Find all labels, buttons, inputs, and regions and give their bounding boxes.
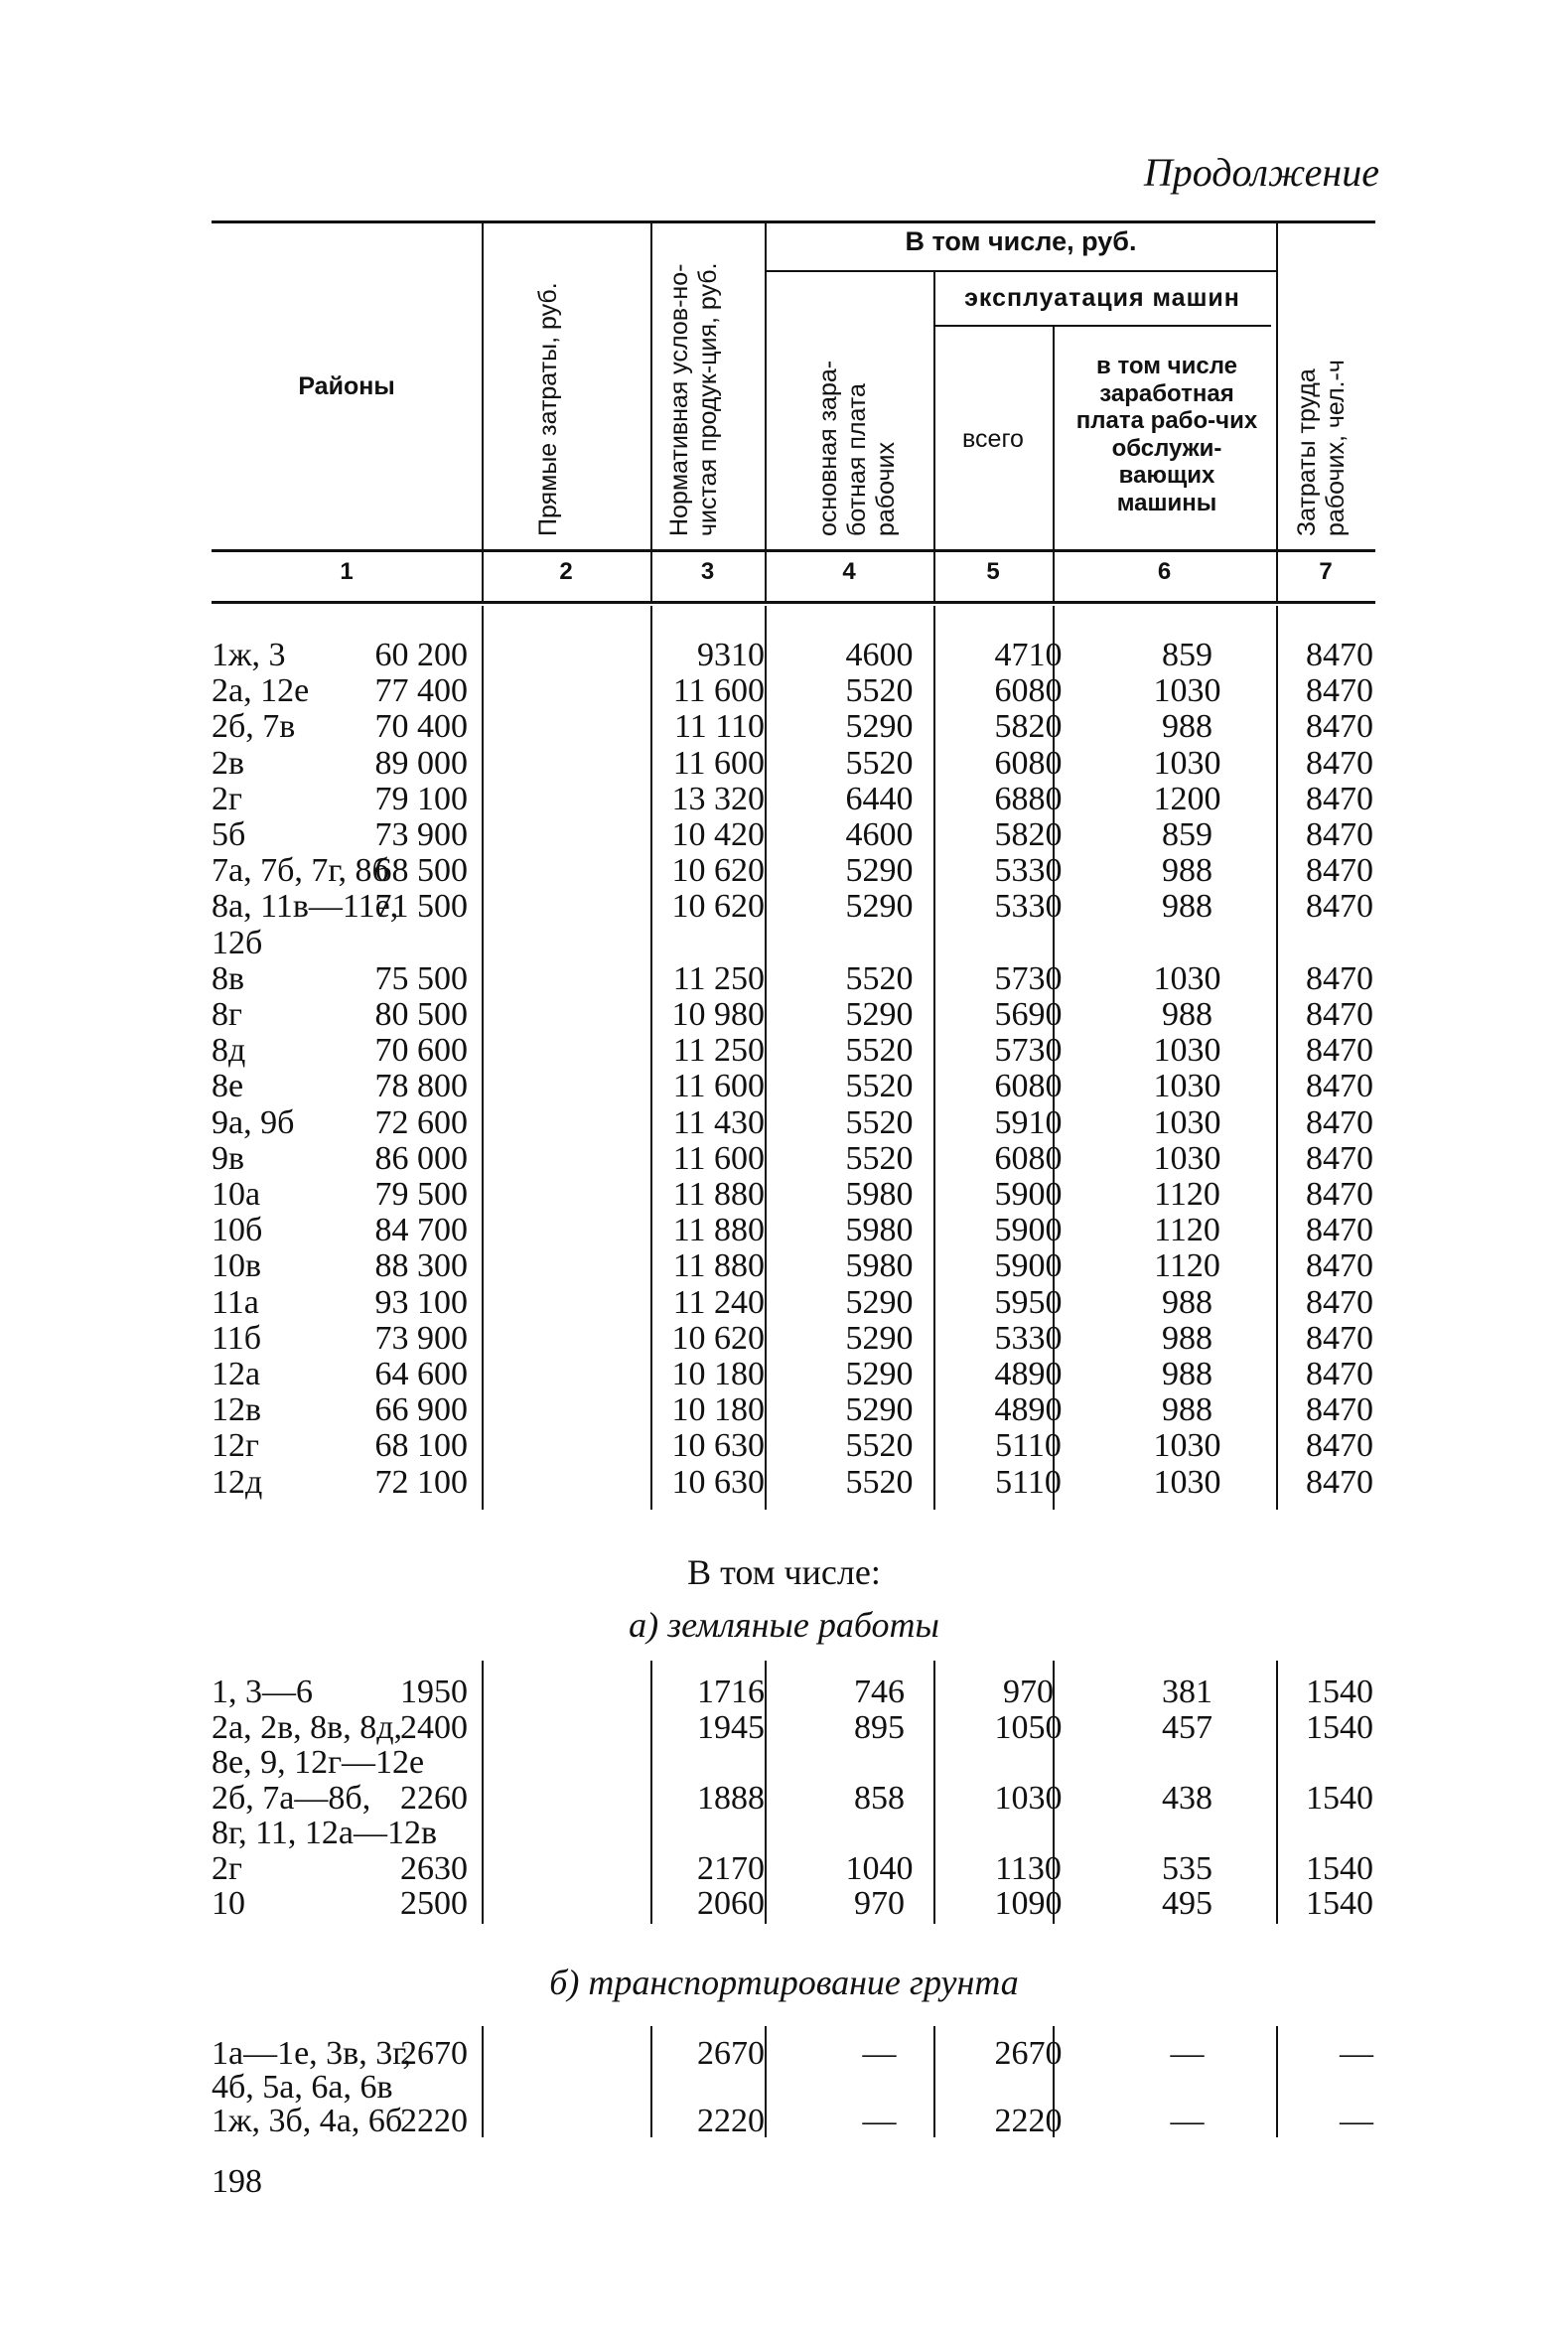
main-cell-col5: 5330 (994, 1319, 1063, 1357)
colnum-bottom-rule (212, 601, 1375, 604)
earthwork-cell-col5: 1030 (994, 1779, 1063, 1817)
main-cell-col5: 6080 (994, 1068, 1063, 1105)
main-cell-col5: 5730 (994, 959, 1063, 997)
earthwork-row (212, 1745, 1375, 1781)
main-cell-col1: 12г (212, 1427, 259, 1465)
main-cell-col4: 5290 (845, 1283, 914, 1321)
earthwork-cell-col7: 1540 (1306, 1708, 1373, 1746)
main-cell-col3: 11 250 (672, 959, 765, 997)
main-row (212, 1141, 1375, 1177)
earthwork-cell-col7: 1540 (1306, 1779, 1373, 1817)
main-cell-col2: 88 300 (374, 1247, 468, 1285)
earthwork-cell-col3: 1888 (697, 1779, 765, 1817)
main-cell-col1: 10а (212, 1176, 261, 1213)
col-number-5: 5 (986, 558, 1000, 585)
main-cell-col5: 5690 (994, 996, 1063, 1033)
main-row (212, 1033, 1375, 1069)
main-cell-col6: 859 (1162, 637, 1212, 673)
section-b-title: б) транспортирование грунта (549, 1963, 1019, 2002)
main-cell-col3: 10 630 (671, 1427, 765, 1465)
main-cell-col4: 5520 (845, 1032, 914, 1070)
main-cell-col4: 5290 (845, 1391, 914, 1429)
header-normative-net: Нормативная услов-но-чистая продук-ция, руб. (665, 262, 722, 536)
transport-cell-col3: 2670 (697, 2035, 765, 2072)
main-row (212, 1248, 1375, 1284)
main-cell-col7: 8470 (1306, 1139, 1373, 1177)
main-cell-col6: 988 (1162, 888, 1212, 926)
main-cell-col7: 8470 (1306, 1176, 1373, 1213)
main-cell-col6: 1030 (1153, 1463, 1221, 1501)
main-cell-col2: 66 900 (374, 1391, 468, 1429)
main-cell-col2: 84 700 (374, 1212, 468, 1249)
main-row (212, 853, 1375, 889)
main-cell-col5: 6080 (994, 1139, 1063, 1177)
earthwork-cell-col3: 1945 (697, 1708, 765, 1746)
col-number-1: 1 (340, 558, 354, 585)
earthwork-cell-col4: 1040 (845, 1849, 914, 1887)
main-cell-col1: 8г (212, 996, 242, 1033)
earthwork-cell-col7: 1540 (1306, 1674, 1373, 1710)
header-machine-operation: эксплуатация машин (964, 284, 1240, 312)
main-cell-col5: 5730 (994, 1032, 1063, 1070)
main-cell-col3: 11 250 (672, 1032, 765, 1070)
main-cell-col5: 5900 (994, 1247, 1063, 1285)
earthwork-cell-col4: 746 (854, 1674, 905, 1710)
main-cell-col6: 1120 (1154, 1212, 1220, 1249)
main-cell-col6: 1030 (1153, 1068, 1221, 1105)
earthwork-cell-col6: 381 (1162, 1674, 1212, 1710)
transport-cell-col5: 2220 (994, 2103, 1063, 2139)
main-cell-col5: 5110 (995, 1463, 1062, 1501)
main-cell-col4: 5980 (845, 1212, 914, 1249)
main-cell-col2: 73 900 (374, 1319, 468, 1357)
main-cell-col5: 5820 (994, 708, 1063, 746)
main-row (212, 1321, 1375, 1357)
col-number-4: 4 (842, 558, 856, 585)
main-cell-col1: 8в (212, 959, 245, 997)
main-cell-col7: 8470 (1306, 1391, 1373, 1429)
main-cell-col1: 8а, 11в—11е, (212, 888, 399, 926)
earthwork-cell-col5: 1050 (994, 1708, 1063, 1746)
earthwork-cell-col3: 2060 (697, 1885, 765, 1922)
main-cell-col2: 79 100 (374, 780, 468, 817)
earthwork-cell-col2: 1950 (400, 1674, 468, 1710)
main-row (212, 889, 1375, 925)
header-regions: Районы (298, 372, 395, 400)
main-cell-col6: 1030 (1153, 672, 1221, 710)
transport-cell-col2: 2670 (400, 2035, 468, 2072)
main-cell-col1: 8е (212, 1068, 244, 1105)
main-cell-col4: 5980 (845, 1247, 914, 1285)
earthwork-cell-col1: 8е, 9, 12г—12е (212, 1744, 425, 1781)
main-row (212, 1105, 1375, 1141)
main-row (212, 673, 1375, 709)
main-cell-col4: 5520 (845, 1103, 914, 1141)
main-cell-col7: 8470 (1306, 888, 1373, 926)
earthwork-row (212, 1886, 1375, 1922)
main-cell-col4: 4600 (845, 816, 914, 853)
main-cell-col3: 10 630 (671, 1463, 765, 1501)
main-cell-col1: 8д (212, 1032, 246, 1070)
main-cell-col2: 71 500 (374, 888, 468, 926)
main-cell-col2: 80 500 (374, 996, 468, 1033)
earthwork-cell-col4: 858 (854, 1779, 905, 1817)
earthwork-row (212, 1675, 1375, 1710)
transport-cell-col1: 1а—1е, 3в, 3г, (212, 2035, 411, 2072)
col-number-3: 3 (700, 558, 715, 585)
main-cell-col6: 988 (1162, 996, 1212, 1033)
main-cell-col3: 9310 (697, 637, 765, 673)
earthwork-cell-col5: 970 (1003, 1674, 1054, 1710)
main-cell-col1: 12б (212, 924, 263, 961)
main-cell-col5: 4890 (994, 1356, 1063, 1392)
main-cell-col2: 77 400 (374, 672, 468, 710)
transport-cell-col1: 1ж, 3б, 4а, 6б (212, 2103, 403, 2139)
main-cell-col6: 988 (1162, 708, 1212, 746)
earthwork-cell-col6: 535 (1162, 1849, 1212, 1887)
main-cell-col3: 11 880 (672, 1212, 765, 1249)
main-cell-col5: 6880 (994, 780, 1063, 817)
main-cell-col7: 8470 (1306, 672, 1373, 710)
transport-row (212, 2036, 1375, 2072)
earthwork-cell-col7: 1540 (1306, 1885, 1373, 1922)
main-cell-col5: 5110 (995, 1427, 1062, 1465)
main-cell-col7: 8470 (1306, 959, 1373, 997)
main-cell-col4: 5520 (845, 1463, 914, 1501)
earthwork-cell-col3: 1716 (697, 1674, 765, 1710)
main-cell-col6: 1030 (1153, 1427, 1221, 1465)
transport-row (212, 2104, 1375, 2139)
col-number-7: 7 (1319, 558, 1333, 585)
main-cell-col2: 86 000 (374, 1139, 468, 1177)
main-row (212, 1285, 1375, 1321)
main-cell-col1: 12а (212, 1356, 261, 1392)
main-cell-col4: 5520 (845, 1139, 914, 1177)
main-cell-col4: 5520 (845, 1068, 914, 1105)
main-cell-col7: 8470 (1306, 744, 1373, 782)
main-cell-col7: 8470 (1306, 996, 1373, 1033)
main-cell-col1: 2в (212, 744, 245, 782)
earthwork-row (212, 1851, 1375, 1887)
transport-cell-col4: — (862, 2103, 897, 2139)
main-cell-col3: 11 880 (672, 1176, 765, 1213)
main-cell-col6: 988 (1162, 1391, 1212, 1429)
main-cell-col3: 11 600 (672, 1139, 765, 1177)
header-basic-wage: основная зара-ботная плата рабочих (814, 360, 900, 536)
incl-heading: В том числе: (687, 1552, 881, 1592)
header-labor: Затраты труда рабочих, чел.-ч (1293, 360, 1350, 536)
main-cell-col5: 4890 (994, 1391, 1063, 1429)
main-cell-col2: 72 100 (374, 1463, 468, 1501)
main-cell-col4: 6440 (845, 780, 914, 817)
transport-cell-col1: 4б, 5а, 6а, 6в (212, 2069, 393, 2106)
main-cell-col3: 11 240 (672, 1283, 765, 1321)
main-row (212, 1392, 1375, 1428)
main-cell-col6: 988 (1162, 1356, 1212, 1392)
main-cell-col3: 11 880 (672, 1247, 765, 1285)
main-cell-col5: 5950 (994, 1283, 1063, 1321)
earthwork-cell-col4: 895 (854, 1708, 905, 1746)
main-cell-col3: 10 620 (671, 1319, 765, 1357)
main-cell-col7: 8470 (1306, 816, 1373, 853)
main-cell-col2: 89 000 (374, 744, 468, 782)
main-cell-col3: 10 620 (671, 852, 765, 890)
main-cell-col2: 78 800 (374, 1068, 468, 1105)
main-cell-col1: 5б (212, 816, 246, 853)
main-cell-col6: 1120 (1154, 1247, 1220, 1285)
main-cell-col1: 2а, 12е (212, 672, 310, 710)
page-number: 198 (212, 2163, 262, 2200)
main-cell-col6: 1030 (1153, 959, 1221, 997)
main-cell-col3: 11 430 (672, 1103, 765, 1141)
earthwork-cell-col7: 1540 (1306, 1849, 1373, 1887)
main-row (212, 746, 1375, 782)
main-row (212, 926, 1375, 961)
main-cell-col2: 93 100 (374, 1283, 468, 1321)
main-cell-col7: 8470 (1306, 708, 1373, 746)
transport-cell-col2: 2220 (400, 2103, 468, 2139)
main-cell-col1: 12д (212, 1463, 263, 1501)
main-cell-col3: 10 180 (671, 1391, 765, 1429)
main-cell-col4: 5520 (845, 1427, 914, 1465)
main-cell-col5: 4710 (994, 637, 1063, 673)
main-cell-col4: 5290 (845, 996, 914, 1033)
main-row (212, 709, 1375, 745)
main-cell-col6: 988 (1162, 852, 1212, 890)
main-cell-col6: 988 (1162, 1283, 1212, 1321)
incl-rub-rule (765, 270, 1277, 272)
main-cell-col1: 12в (212, 1391, 262, 1429)
earthwork-cell-col2: 2630 (400, 1849, 468, 1887)
main-cell-col1: 7а, 7б, 7г, 8б (212, 852, 389, 890)
main-row (212, 817, 1375, 853)
main-cell-col1: 10б (212, 1212, 263, 1249)
main-cell-col4: 5980 (845, 1176, 914, 1213)
col-divider-1 (482, 220, 484, 601)
main-cell-col6: 1030 (1153, 1032, 1221, 1070)
main-cell-col6: 988 (1162, 1319, 1212, 1357)
main-cell-col3: 11 110 (674, 708, 765, 746)
main-row (212, 1069, 1375, 1104)
main-cell-col1: 9а, 9б (212, 1103, 295, 1141)
main-row (212, 782, 1375, 817)
main-row (212, 1465, 1375, 1501)
main-cell-col7: 8470 (1306, 1427, 1373, 1465)
earthwork-cell-col5: 1130 (995, 1849, 1062, 1887)
main-cell-col3: 11 600 (672, 744, 765, 782)
main-cell-col1: 1ж, 3 (212, 637, 286, 673)
main-cell-col7: 8470 (1306, 1103, 1373, 1141)
col-divider-6 (1276, 220, 1278, 601)
earthwork-cell-col1: 2а, 2в, 8в, 8д, (212, 1708, 402, 1746)
earthwork-cell-col1: 8г, 11, 12а—12в (212, 1815, 437, 1851)
main-cell-col4: 5290 (845, 1319, 914, 1357)
main-row (212, 961, 1375, 997)
main-cell-col4: 5520 (845, 744, 914, 782)
header-total: всего (962, 425, 1024, 453)
earthwork-cell-col4: 970 (854, 1885, 905, 1922)
main-cell-col5: 5330 (994, 852, 1063, 890)
main-cell-col2: 70 400 (374, 708, 468, 746)
main-cell-col1: 9в (212, 1139, 245, 1177)
main-cell-col2: 60 200 (374, 637, 468, 673)
main-cell-col1: 11а (212, 1283, 259, 1321)
main-cell-col1: 2б, 7в (212, 708, 296, 746)
main-cell-col7: 8470 (1306, 1283, 1373, 1321)
main-cell-col6: 1030 (1153, 744, 1221, 782)
main-cell-col6: 1120 (1154, 1176, 1220, 1213)
main-row (212, 638, 1375, 673)
main-cell-col7: 8470 (1306, 1032, 1373, 1070)
main-cell-col4: 5520 (845, 959, 914, 997)
earthwork-cell-col2: 2500 (400, 1885, 468, 1922)
section-a-title: а) земляные работы (629, 1605, 939, 1645)
earthwork-cell-col6: 495 (1162, 1885, 1212, 1922)
main-cell-col5: 6080 (994, 672, 1063, 710)
transport-row (212, 2070, 1375, 2106)
main-cell-col4: 5290 (845, 888, 914, 926)
earthwork-cell-col6: 457 (1162, 1708, 1212, 1746)
main-row (212, 1213, 1375, 1248)
main-cell-col3: 11 600 (672, 672, 765, 710)
main-cell-col2: 72 600 (374, 1103, 468, 1141)
main-cell-col4: 5520 (845, 672, 914, 710)
main-cell-col5: 5900 (994, 1176, 1063, 1213)
main-cell-col2: 68 500 (374, 852, 468, 890)
earthwork-cell-col3: 2170 (697, 1849, 765, 1887)
main-cell-col2: 75 500 (374, 959, 468, 997)
main-cell-col1: 2г (212, 780, 242, 817)
table-top-rule (212, 220, 1375, 223)
main-cell-col7: 8470 (1306, 852, 1373, 890)
earthwork-cell-col1: 1, 3—6 (212, 1674, 313, 1710)
transport-cell-col6: — (1170, 2103, 1205, 2139)
transport-cell-col6: — (1170, 2035, 1205, 2072)
col-number-2: 2 (559, 558, 573, 585)
main-row (212, 997, 1375, 1033)
main-cell-col5: 5330 (994, 888, 1063, 926)
earthwork-cell-col1: 2б, 7а—8б, (212, 1779, 371, 1817)
main-cell-col7: 8470 (1306, 780, 1373, 817)
main-cell-col3: 13 320 (671, 780, 765, 817)
main-cell-col5: 5910 (994, 1103, 1063, 1141)
main-cell-col2: 73 900 (374, 816, 468, 853)
main-cell-col4: 4600 (845, 637, 914, 673)
earthwork-cell-col2: 2400 (400, 1708, 468, 1746)
transport-cell-col3: 2220 (697, 2103, 765, 2139)
header-incl-rub: В том числе, руб. (905, 226, 1137, 256)
main-cell-col3: 11 600 (672, 1068, 765, 1105)
main-cell-col4: 5290 (845, 1356, 914, 1392)
earthwork-cell-col1: 10 (212, 1885, 245, 1922)
machine-op-rule (933, 325, 1271, 327)
earthwork-cell-col6: 438 (1162, 1779, 1212, 1817)
main-cell-col3: 10 420 (671, 816, 765, 853)
main-cell-col7: 8470 (1306, 1068, 1373, 1105)
col-number-6: 6 (1157, 558, 1172, 585)
col-divider-3 (765, 220, 767, 601)
main-cell-col2: 64 600 (374, 1356, 468, 1392)
header-bottom-rule (212, 549, 1375, 552)
main-cell-col5: 5820 (994, 816, 1063, 853)
main-cell-col3: 10 980 (671, 996, 765, 1033)
earthwork-row (212, 1710, 1375, 1746)
main-row (212, 1357, 1375, 1392)
header-incl-wage: в том числе заработная плата рабо-чих обслужи-вающих машины (1075, 353, 1258, 516)
main-cell-col7: 8470 (1306, 1319, 1373, 1357)
main-cell-col1: 11б (212, 1319, 262, 1357)
main-cell-col2: 70 600 (374, 1032, 468, 1070)
main-cell-col7: 8470 (1306, 1247, 1373, 1285)
earthwork-cell-col1: 2г (212, 1849, 242, 1887)
main-cell-col5: 6080 (994, 744, 1063, 782)
transport-cell-col7: — (1340, 2103, 1373, 2139)
main-cell-col7: 8470 (1306, 1212, 1373, 1249)
main-cell-col5: 5900 (994, 1212, 1063, 1249)
earthwork-cell-col5: 1090 (994, 1885, 1063, 1922)
earthwork-row (212, 1781, 1375, 1817)
main-cell-col6: 1030 (1153, 1103, 1221, 1141)
main-cell-col4: 5290 (845, 708, 914, 746)
earthwork-row (212, 1816, 1375, 1851)
header-direct-costs: Прямые затраты, руб. (534, 282, 562, 536)
main-cell-col6: 859 (1162, 816, 1212, 853)
main-cell-col7: 8470 (1306, 1356, 1373, 1392)
continuation-label: Продолжение (1143, 150, 1379, 195)
transport-cell-col5: 2670 (994, 2035, 1063, 2072)
main-cell-col2: 68 100 (374, 1427, 468, 1465)
main-cell-col7: 8470 (1306, 1463, 1373, 1501)
transport-cell-col7: — (1340, 2035, 1373, 2072)
transport-cell-col4: — (862, 2035, 897, 2072)
col-divider-2 (650, 220, 652, 601)
main-cell-col2: 79 500 (374, 1176, 468, 1213)
main-row (212, 1428, 1375, 1464)
main-cell-col7: 8470 (1306, 637, 1373, 673)
main-cell-col6: 1200 (1153, 780, 1221, 817)
main-cell-col4: 5290 (845, 852, 914, 890)
main-cell-col3: 10 620 (671, 888, 765, 926)
earthwork-cell-col2: 2260 (400, 1779, 468, 1817)
main-cell-col1: 10в (212, 1247, 262, 1285)
main-row (212, 1177, 1375, 1213)
main-cell-col3: 10 180 (671, 1356, 765, 1392)
main-cell-col6: 1030 (1153, 1139, 1221, 1177)
